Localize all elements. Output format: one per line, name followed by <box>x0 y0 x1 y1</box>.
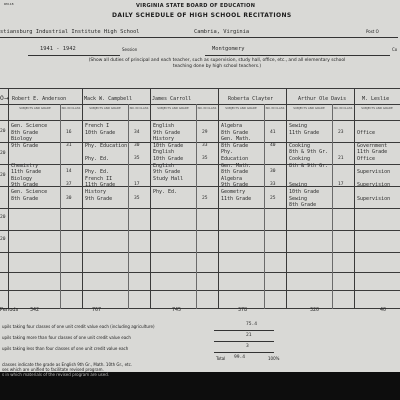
col-rule <box>150 88 151 309</box>
total-value: 40 <box>380 307 387 313</box>
session-label: Session <box>122 47 138 52</box>
stat-label: upils taking four classes of one unit credit value each (including agriculture) <box>2 324 155 329</box>
arrow-mark: 0→ <box>0 95 9 102</box>
col-rule <box>218 88 219 309</box>
period-number: 20 <box>0 215 6 220</box>
stat-value: 21 <box>246 333 252 338</box>
post-office-label: Post O <box>366 29 379 34</box>
subjects-header: SUBJECTS AND GRADE <box>89 106 121 110</box>
total-value: 99.4 <box>234 355 246 360</box>
school-underline <box>0 37 398 38</box>
form-number: RM-18 <box>4 2 14 6</box>
total-value: 767 <box>92 307 102 313</box>
carroll-subjects: English 9th Grade History 10th Grade English 10th Grade English 9th Grade Study Hall Phy. Ed. <box>153 123 184 195</box>
note-line: classes indicate the grade as English 9th Gr., Math. 10th Gr., etc. <box>2 362 133 367</box>
teacher-name: James Carroll <box>152 96 192 102</box>
stat-value: 75.4 <box>246 322 258 327</box>
total-label: Total <box>216 356 226 361</box>
period-number: 20 <box>0 129 6 134</box>
table-top-rule <box>0 88 400 89</box>
board-heading: VIRGINIA STATE BOARD OF EDUCATION <box>136 3 256 9</box>
count-col-rule <box>264 104 265 309</box>
session-underline <box>28 55 120 56</box>
stat-label: upils taking more than four classes of one unit credit value each <box>2 335 131 340</box>
count-col-rule <box>128 104 129 309</box>
stat-underline <box>214 352 274 353</box>
count-col-rule <box>60 104 61 309</box>
carroll-counts: 29 33 35 25 <box>202 129 208 201</box>
count-header: NO. IN CLASS <box>265 106 285 110</box>
stat-underline <box>214 341 274 342</box>
count-col-rule <box>196 104 197 309</box>
subjects-header: SUBJECTS AND GRADE <box>19 106 51 110</box>
stat-value: 3 <box>246 344 249 349</box>
teacher-name: Robert E. Anderson <box>12 96 67 102</box>
total-value: 378 <box>238 307 248 313</box>
subjects-header: SUBJECTS AND GRADE <box>361 106 393 110</box>
clayter-counts: 41 40 30 33 25 <box>270 129 276 201</box>
school-city: Cambria, Virginia <box>194 29 250 35</box>
count-col-rule <box>332 104 333 309</box>
note-line: ses which are unified to facilitate revised program. <box>2 367 104 372</box>
anderson-counts: 16 31 14 37 30 <box>66 129 72 201</box>
count-header: NO. IN CLASS <box>197 106 217 110</box>
stat-underline <box>214 330 274 331</box>
period-number: 20 <box>0 237 6 242</box>
clayter-subjects: Algebra 8th Grade Gen. Math. 8th Grade Phy. Education Gen. Math. 8th Grade Algebra 9th Grade Geometry 11th Grade <box>221 123 252 202</box>
period-number: 20 <box>0 151 6 156</box>
col-rule <box>82 88 83 309</box>
teacher-name: Arthur Ole Davis <box>298 96 347 102</box>
subjects-header: SUBJECTS AND GRADE <box>157 106 189 110</box>
stat-label: upils taking less than four classes of one unit credit value each <box>2 346 129 351</box>
period-number: 20 <box>0 173 6 178</box>
total-percent: 100% <box>268 356 280 361</box>
school-name: stiansburg Industrial Institute High School <box>0 29 140 35</box>
campbell-subjects: French I 10th Grade Phy. Education Phy. Ed. Phy. Ed. French II 11th Grade History 9th Grade <box>85 123 128 202</box>
leslie-subjects: Office Government 11th Grade Office Supervision Supervision Supervision <box>357 129 391 202</box>
total-value: 745 <box>172 307 182 313</box>
davis-subjects: Sewing 11th Grade Cooking 8th & 9th Gr. Cooking 8th & 9th Gr. Sewing 10th Grade Sewing 8th Grade <box>289 123 329 209</box>
count-header: NO. IN CLASS <box>61 106 81 110</box>
subjects-header: SUBJECTS AND GRADE <box>293 106 325 110</box>
session-years: 1941 - 1942 <box>40 46 76 52</box>
teacher-name: M. Leslie <box>362 96 390 102</box>
subjects-header: SUBJECTS AND GRADE <box>225 106 257 110</box>
county-label: Co <box>392 47 398 52</box>
teacher-name: Roberta Clayter <box>228 96 274 102</box>
davis-counts: 23 21 17 <box>338 129 344 188</box>
col-rule <box>8 88 9 309</box>
col-rule <box>286 88 287 309</box>
totals-label: Periods <box>0 307 19 313</box>
total-value: 320 <box>310 307 320 313</box>
county-name: Montgomery <box>212 46 245 52</box>
anderson-subjects: Gen. Science 8th Grade Biology 9th Grade Chemistry 11th Grade Biology 9th Grade Gen. Science 8th Grade <box>11 123 48 202</box>
instructions: (Show all duties of principal and each teacher, such as supervision, study hall, office, etc., and all elementary school teaching done by high school teachers.) <box>88 58 346 69</box>
note-line: s in which materials of the revised program are used. <box>2 372 110 377</box>
col-rule <box>354 88 355 309</box>
campbell-counts: 34 30 35 17 35 <box>134 129 140 201</box>
count-header: NO. IN CLASS <box>129 106 149 110</box>
teacher-name: Mack W. Campbell <box>84 96 133 102</box>
county-underline <box>205 55 390 56</box>
count-header: NO. IN CLASS <box>333 106 353 110</box>
form-title: DAILY SCHEDULE OF HIGH SCHOOL RECITATIONS <box>112 12 292 19</box>
total-value: 342 <box>30 307 40 313</box>
